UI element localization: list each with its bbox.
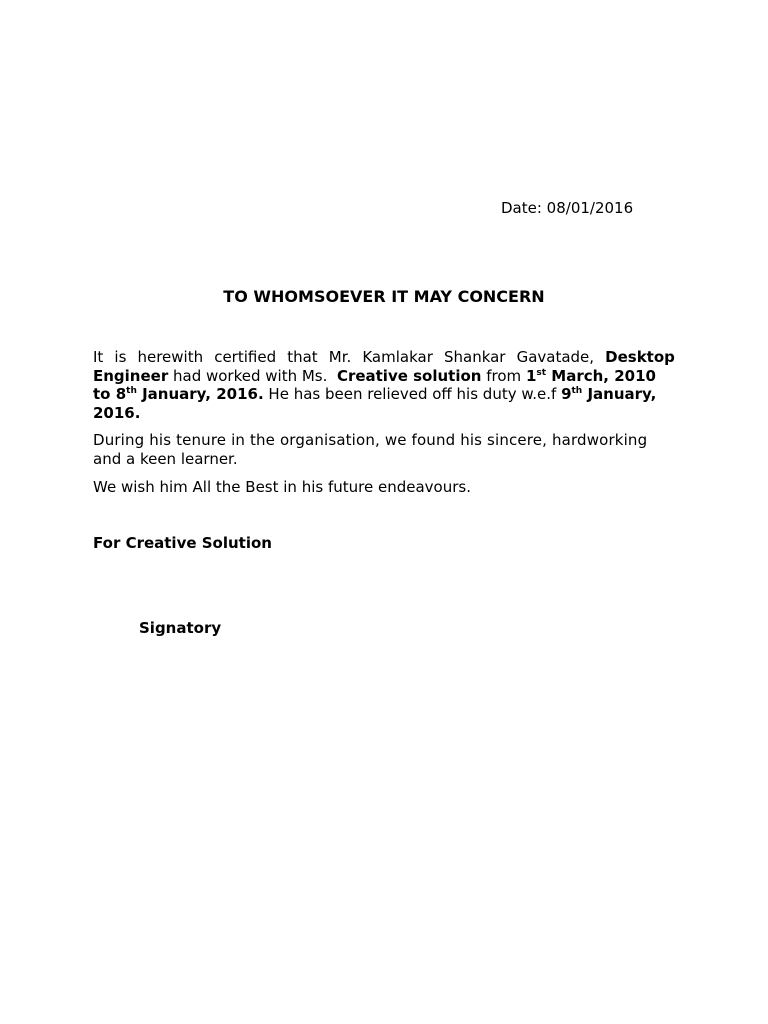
end-date-rest: January, 2016. [136, 385, 264, 403]
letter-date: Date: 08/01/2016 [501, 199, 634, 217]
start-day: 1 [525, 366, 537, 385]
text-run: He has been relieved off his duty w.e.f [263, 385, 562, 403]
word: Kamlakar [362, 348, 433, 366]
paragraph-line-3 [93, 385, 675, 404]
certification-paragraph [93, 348, 675, 422]
company-name: Creative solution [336, 366, 482, 385]
tenure-line-2: and a keen learner. [93, 449, 238, 468]
line-content [93, 367, 656, 386]
text-run: from [481, 366, 526, 385]
designation-word: Engineer [93, 366, 169, 385]
ordinal-suffix: th [571, 386, 583, 396]
ordinal-suffix: st [536, 367, 547, 378]
end-date-prefix: to 8 [93, 385, 127, 403]
word: that [287, 348, 318, 366]
word: Mr. [328, 348, 352, 366]
text-run: had worked with Ms. [168, 366, 337, 385]
relieve-date-rest: January, [582, 385, 657, 403]
for-company-line: For Creative Solution [93, 534, 272, 552]
ordinal-suffix: th [126, 386, 137, 396]
tenure-line-1: During his tenure in the organisation, we found his sincere, hardworking [93, 431, 648, 449]
designation-word: Desktop [605, 348, 675, 366]
relieve-day: 9 [561, 385, 572, 403]
start-date-rest: March, 2010 [546, 366, 656, 385]
letter-heading: TO WHOMSOEVER IT MAY CONCERN [223, 287, 545, 306]
tenure-paragraph [93, 431, 675, 468]
word: certified [214, 348, 277, 366]
word: It [93, 348, 104, 366]
signatory-label: Signatory [139, 619, 222, 637]
line-content [93, 385, 656, 404]
paragraph-line-4: 2016. [93, 403, 141, 422]
word: is [114, 348, 127, 366]
word: Shankar [443, 348, 506, 366]
wishes-paragraph: We wish him All the Best in his future endeavours. [93, 478, 471, 496]
word: Gavatade, [516, 348, 595, 366]
word: herewith [137, 348, 204, 366]
paragraph-line-2 [93, 367, 675, 386]
paragraph-line-1 [93, 348, 675, 367]
